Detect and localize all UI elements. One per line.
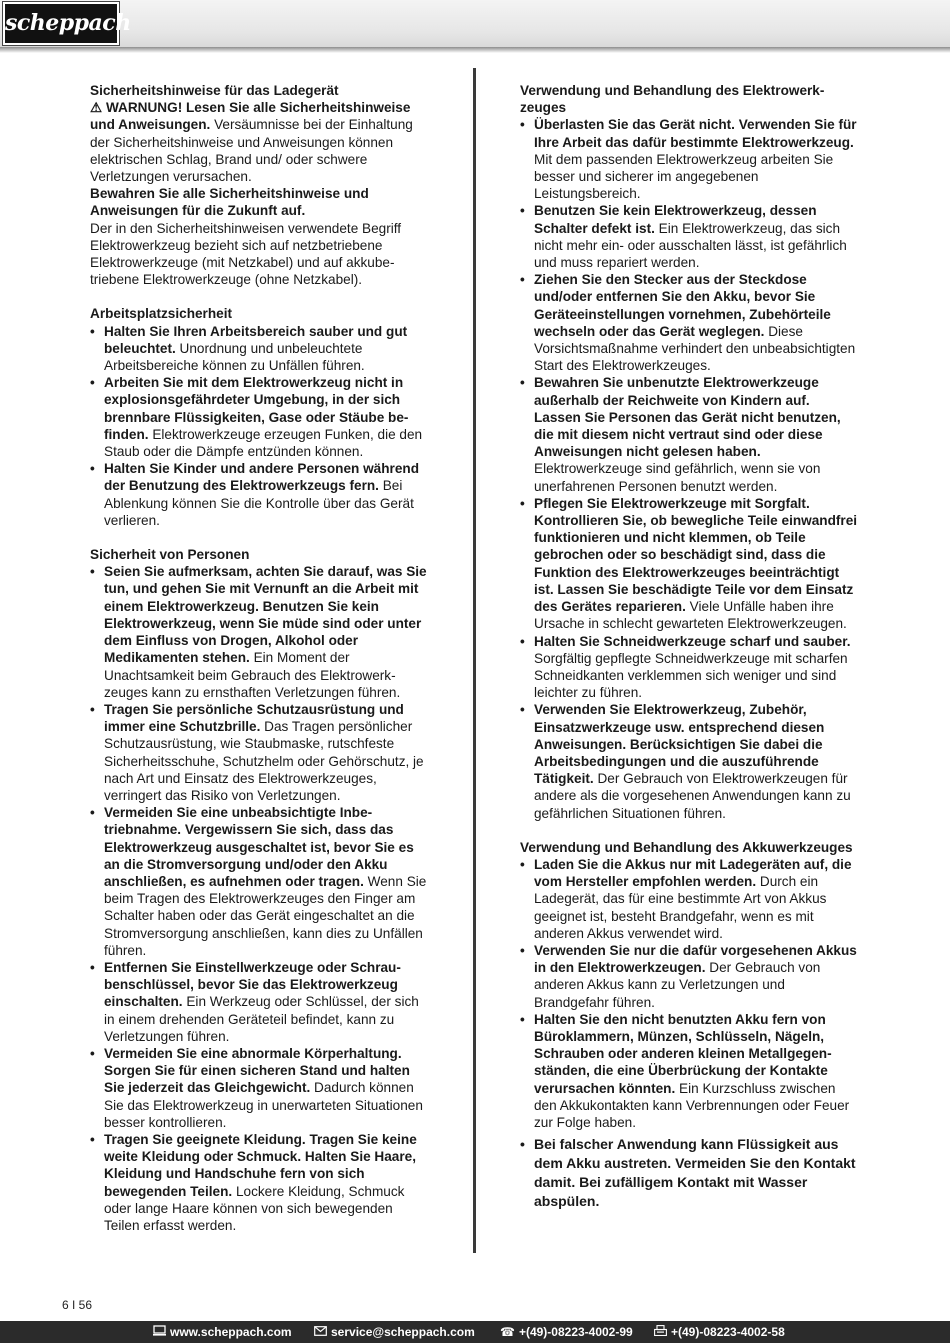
list-item: • Laden Sie die Akkus nur mit Ladegeräten auf, die vom Hersteller empfohlen werden. Durch ein Ladegerät, das für eine bestimmte Art von Akkus geeignet ist, besteht Brandgefahr, wenn es mit anderen Akkus verwendet wird.	[520, 856, 858, 942]
definition-paragraph: Der in den Sicherheitshinweisen verwendete Begriff Elektrowerkzeug bezieht sich auf netzbetriebene Elektrowerkzeuge (mit Netzkabel) und auf akkubetriebene Elektrowerkzeuge (ohne Netzkabel).	[90, 220, 402, 288]
page-header	[0, 0, 950, 47]
footer-phone[interactable]: ☎ +(49)-08223-4002-99	[500, 1321, 633, 1343]
footer-web[interactable]: www.scheppach.com	[153, 1321, 292, 1343]
workplace-safety-list	[90, 323, 430, 529]
list-item: • Pflegen Sie Elektrowerkzeuge mit Sorgfalt. Kontrollieren Sie, ob bewegliche Teile einwandfrei funktionieren und nicht klemmen, ob Teile gebrochen oder so beschädigt sind, dass die Funktion des Elektrowerkzeuges beeinträchtigt ist. Lassen Sie beschädigte Teile vor dem Einsatz des Gerätes reparieren. Viele Unfälle haben ihre Ursache in schlecht gewarteten Elektrowerkzeugen.	[520, 495, 858, 633]
list-item: • Halten Sie den nicht benutzten Akku fern von Büroklammern, Münzen, Schlüsseln, Nägeln, Schrauben oder anderen kleinen Metallgegenständen, die eine Überbrückung der Kontakte verursachen könnten. Ein Kurzschluss zwischen den Akkukontakten kann Verbrennungen oder Feuer zur Folge haben.	[520, 1011, 858, 1131]
list-item: • Halten Sie Schneidwerkzeuge scharf und sauber. Sorgfältig gepflegte Schneidwerkzeuge mit scharfen Schneidkanten verklemmen sich weniger und sind leichter zu führen.	[520, 633, 858, 702]
personal-safety-heading: Sicherheit von Personen	[90, 547, 250, 563]
list-item: • Arbeiten Sie mit dem Elektrowerkzeug nicht in explosionsgefährdeter Umgebung, in der sich brennbare Flüssigkeiten, Gase oder Stäube befinden. Elektrowerkzeuge erzeugen Funken, die den Staub oder die Dämpfe entzünden können.	[90, 374, 430, 460]
list-item: • Bei falscher Anwendung kann Flüssigkeit aus dem Akku austreten. Vermeiden Sie den Kontakt damit. Bei zufälligem Kontakt mit Wasser abspülen.	[520, 1135, 858, 1211]
list-item: • Überlasten Sie das Gerät nicht. Verwenden Sie für Ihre Arbeit das dafür bestimmte Elektrowerkzeug. Mit dem passenden Elektrowerkzeug arbeiten Sie besser und sicherer im angegebenen Leistungsbereich.	[520, 116, 858, 202]
envelope-icon	[314, 1321, 327, 1343]
battery-tool-use-heading: Verwendung und Behandlung des Akkuwerkzeuges	[520, 839, 853, 855]
keep-instructions-note: Bewahren Sie alle Sicherheitshinweise und Anweisungen für die Zukunft auf.	[90, 186, 369, 219]
scheppach-logo: scheppach	[3, 2, 119, 45]
charger-safety-heading: Sicherheitshinweise für das Ladegerät	[90, 83, 339, 98]
footer-fax[interactable]: +(49)-08223-4002-58	[654, 1321, 785, 1343]
list-item: • Vermeiden Sie eine unbeabsichtigte Inbetriebnahme. Vergewissern Sie sich, dass das Elektrowerkzeug ausgeschaltet ist, bevor Sie es an die Stromversorgung und/oder den Akku anschließen, es aufnehmen oder tragen. Wenn Sie beim Tragen des Elektrowerkzeuges den Finger am Schalter haben oder das Gerät eingeschaltet an die Stromversorgung anschließen, kann dies zu Unfällen führen.	[90, 804, 430, 959]
telephone-icon: ☎	[500, 1325, 515, 1339]
warning-text: Versäumnisse bei der Einhaltung der Sicherheitshinweise und Anweisungen können elektrischen Schlag, Brand und/ oder schwere Verletzungen verursachen.	[90, 117, 413, 185]
personal-safety-list	[90, 563, 430, 1234]
list-item: • Entfernen Sie Einstellwerkzeuge oder Schraubenschlüssel, bevor Sie das Elektrowerkzeug einschalten. Ein Werkzeug oder Schlüssel, der sich in einem drehenden Geräteteil befindet, kann zu Verletzungen führen.	[90, 959, 430, 1045]
page-number: 6 I 56	[62, 1298, 93, 1312]
list-item: • Halten Sie Ihren Arbeitsbereich sauber und gut beleuchtet. Unordnung und unbeleuchtete Arbeitsbereiche können zu Unfällen führen.	[90, 323, 430, 375]
list-item: • Halten Sie Kinder und andere Personen während der Benutzung des Elektrowerkzeugs fern. Bei Ablenkung können Sie die Kontrolle über das Gerät verlieren.	[90, 460, 430, 529]
warning-paragraph	[90, 99, 430, 185]
list-item: • Vermeiden Sie eine abnormale Körperhaltung. Sorgen Sie für einen sicheren Stand und halten Sie jederzeit das Gleichgewicht. Dadurch können Sie das Elektrowerkzeug in unerwarteten Situationen besser kontrollieren.	[90, 1045, 430, 1131]
list-item: • Tragen Sie geeignete Kleidung. Tragen Sie keine weite Kleidung oder Schmuck. Halten Sie Haare, Kleidung und Handschuhe fern von sich bewegenden Teilen. Lockere Kleidung, Schmuck oder lange Haare können von sich bewegenden Teilen erfasst werden.	[90, 1131, 430, 1234]
workplace-safety-heading: Arbeitsplatzsicherheit	[90, 306, 233, 322]
list-item: • Verwenden Sie nur die dafür vorgesehenen Akkus in den Elektrowerkzeugen. Der Gebrauch von anderen Akkus kann zu Verletzungen und Brandgefahr führen.	[520, 942, 858, 1011]
power-tool-use-list	[520, 116, 858, 821]
left-column	[90, 82, 430, 1234]
header-shadow	[0, 47, 950, 53]
list-item: • Bewahren Sie unbenutzte Elektrowerkzeuge außerhalb der Reichweite von Kindern auf. Lassen Sie Personen das Gerät nicht benutzen, die mit diesem nicht vertraut sind oder diese Anweisungen nicht gelesen haben. Elektrowerkzeuge sind gefährlich, wenn sie von unerfahrenen Personen benutzt werden.	[520, 374, 858, 494]
page-footer	[0, 1321, 950, 1343]
computer-icon	[153, 1321, 166, 1343]
footer-email[interactable]: service@scheppach.com	[314, 1321, 475, 1343]
power-tool-use-heading: Verwendung und Behandlung des Elektrowerkzeuges	[520, 83, 825, 116]
list-item: • Verwenden Sie Elektrowerkzeug, Zubehör, Einsatzwerkzeuge usw. entsprechend diesen Anweisungen. Berücksichtigen Sie dabei die Arbeitsbedingungen und die auszuführende Tätigkeit. Der Gebrauch von Elektrowerkzeugen für andere als die vorgesehenen Anwendungen kann zu gefährlichen Situationen führen.	[520, 701, 858, 821]
list-item: • Benutzen Sie kein Elektrowerkzeug, dessen Schalter defekt ist. Ein Elektrowerkzeug, das sich nicht mehr ein- oder ausschalten lässt, ist gefährlich und muss repariert werden.	[520, 202, 858, 271]
column-divider	[473, 68, 476, 1253]
list-item: • Ziehen Sie den Stecker aus der Steckdose und/oder entfernen Sie den Akku, bevor Sie Geräteeinstellungen vornehmen, Zubehörteile wechseln oder das Gerät weglegen. Diese Vorsichtsmaßnahme verhindert den unbeabsichtigten Start des Elektrowerkzeuges.	[520, 271, 858, 374]
list-item: • Seien Sie aufmerksam, achten Sie darauf, was Sie tun, und gehen Sie mit Vernunft an die Arbeit mit einem Elektrowerkzeug. Benutzen Sie kein Elektrowerkzeug, wenn Sie müde sind oder unter dem Einfluss von Drogen, Alkohol oder Medikamenten stehen. Ein Moment der Unachtsamkeit beim Gebrauch des Elektrowerkzeuges kann zu ernsthaften Verletzungen führen.	[90, 563, 430, 701]
list-item: • Tragen Sie persönliche Schutzausrüstung und immer eine Schutzbrille. Das Tragen persönlicher Schutzausrüstung, wie Staubmaske, rutschfeste Sicherheitsschuhe, Schutzhelm oder Gehörschutz, je nach Art und Einsatz des Elektrowerkzeuges, verringert das Risiko von Verletzungen.	[90, 701, 430, 804]
fax-icon	[654, 1321, 667, 1343]
warning-bold: ⚠ WARNUNG! Lesen Sie alle Sicherheitshinweise und Anweisungen.	[90, 100, 411, 133]
right-column	[520, 82, 858, 1211]
battery-tool-use-list	[520, 856, 858, 1211]
